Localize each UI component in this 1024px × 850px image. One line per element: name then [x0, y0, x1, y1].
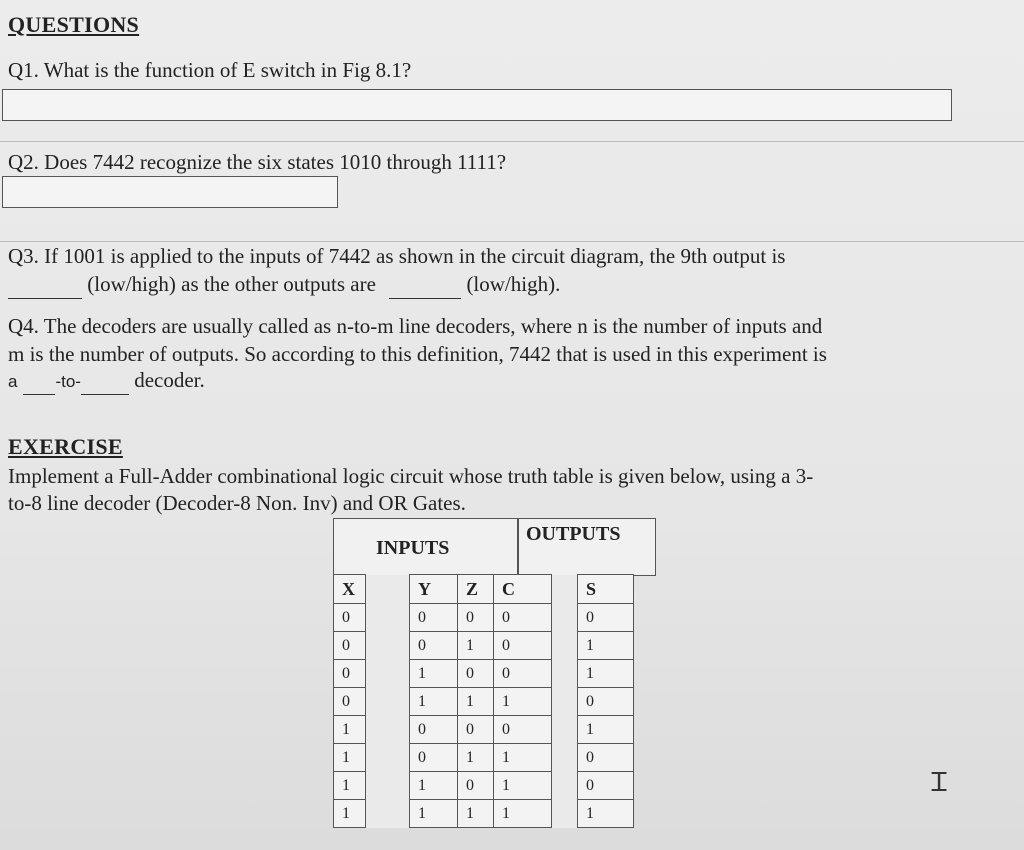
column-gap: [552, 688, 578, 716]
cell-z: 0: [458, 716, 494, 744]
column-gap: [366, 604, 410, 632]
cell-s: 1: [578, 800, 634, 828]
cell-x: 0: [334, 632, 366, 660]
cell-s: 1: [578, 660, 634, 688]
cell-c: C: [494, 575, 552, 604]
q3-text-part-2: (low/high).: [466, 272, 561, 296]
cell-x: 0: [334, 660, 366, 688]
cell-y: Y: [410, 575, 458, 604]
column-gap: [366, 744, 410, 772]
exercise-line-1: Implement a Full-Adder combinational logic circuit whose truth table is given below, using a 3-: [8, 464, 814, 488]
truth-table-header-row: [334, 575, 634, 604]
answer-field-q2[interactable]: [2, 176, 338, 208]
cell-x: X: [334, 575, 366, 604]
questions-heading: QUESTIONS: [8, 12, 140, 37]
cell-y: 1: [410, 660, 458, 688]
cell-c: 0: [494, 660, 552, 688]
cell-x: 1: [334, 800, 366, 828]
cell-s: 0: [578, 688, 634, 716]
cell-s: 0: [578, 604, 634, 632]
answer-field-q1[interactable]: [2, 89, 952, 121]
truth-table-grid: [333, 574, 634, 828]
question-1: Q1. What is the function of E switch in Fig 8.1?: [8, 58, 412, 82]
cell-s: 0: [578, 744, 634, 772]
cell-z: 1: [458, 688, 494, 716]
cell-s: 1: [578, 632, 634, 660]
table-row: [334, 800, 634, 828]
truth-table: [333, 518, 656, 832]
column-gap: [366, 632, 410, 660]
cell-c: 1: [494, 744, 552, 772]
blank-q3-a[interactable]: [8, 270, 82, 299]
cell-x: 1: [334, 716, 366, 744]
q3-text-part-1: (low/high) as the other outputs are: [87, 272, 376, 296]
cell-x: 0: [334, 688, 366, 716]
column-gap: [552, 604, 578, 632]
exercise-heading: EXERCISE: [8, 434, 123, 459]
cell-y: 0: [410, 744, 458, 772]
cell-c: 0: [494, 632, 552, 660]
inputs-label: INPUTS: [376, 537, 450, 559]
column-gap: [552, 800, 578, 828]
cell-c: 0: [494, 604, 552, 632]
cell-c: 1: [494, 772, 552, 800]
header-divider: [517, 519, 519, 575]
column-gap: [552, 772, 578, 800]
q4-to: -to-: [55, 372, 81, 391]
cell-z: 1: [458, 632, 494, 660]
cell-s: 1: [578, 716, 634, 744]
cell-y: 1: [410, 800, 458, 828]
blank-q4-m[interactable]: [81, 366, 129, 395]
outputs-label: OUTPUTS: [526, 523, 621, 545]
question-4-line-2: m is the number of outputs. So according to this definition, 7442 that is used in this experiment is: [8, 342, 827, 366]
column-gap: [366, 772, 410, 800]
cell-x: 1: [334, 744, 366, 772]
column-gap: [552, 716, 578, 744]
cell-z: 0: [458, 772, 494, 800]
column-gap: [366, 575, 410, 604]
q4-end: decoder.: [134, 368, 205, 392]
text-cursor-icon: Ꮖ: [931, 768, 949, 798]
divider: [0, 141, 1024, 142]
table-row: [334, 716, 634, 744]
table-row: [334, 660, 634, 688]
column-gap: [366, 688, 410, 716]
cell-z: Z: [458, 575, 494, 604]
cell-z: 0: [458, 604, 494, 632]
question-2: Q2. Does 7442 recognize the six states 1010 through 1111?: [8, 150, 507, 174]
column-gap: [366, 800, 410, 828]
cell-x: 0: [334, 604, 366, 632]
truth-table-header: [333, 518, 656, 576]
cell-z: 1: [458, 800, 494, 828]
cell-c: 1: [494, 800, 552, 828]
cell-c: 1: [494, 688, 552, 716]
exercise-line-2: to-8 line decoder (Decoder-8 Non. Inv) and OR Gates.: [8, 491, 466, 515]
column-gap: [552, 660, 578, 688]
cell-y: 0: [410, 716, 458, 744]
cell-s: 0: [578, 772, 634, 800]
cell-z: 1: [458, 744, 494, 772]
q4-a: a: [8, 372, 18, 391]
question-3-line-2: [8, 270, 560, 299]
cell-y: 0: [410, 604, 458, 632]
table-row: [334, 632, 634, 660]
table-row: [334, 744, 634, 772]
column-gap: [366, 660, 410, 688]
cell-y: 0: [410, 632, 458, 660]
question-3-line-1: Q3. If 1001 is applied to the inputs of 7442 as shown in the circuit diagram, the 9th output is: [8, 244, 786, 268]
question-4-line-3: [8, 366, 205, 396]
column-gap: [552, 744, 578, 772]
cell-y: 1: [410, 772, 458, 800]
cell-y: 1: [410, 688, 458, 716]
table-row: [334, 604, 634, 632]
column-gap: [366, 716, 410, 744]
question-4-line-1: Q4. The decoders are usually called as n-to-m line decoders, where n is the number of inputs and: [8, 314, 823, 338]
table-row: [334, 688, 634, 716]
blank-q3-b[interactable]: [389, 270, 461, 299]
blank-q4-n[interactable]: [23, 366, 55, 395]
table-row: [334, 772, 634, 800]
cell-x: 1: [334, 772, 366, 800]
cell-z: 0: [458, 660, 494, 688]
cell-c: 0: [494, 716, 552, 744]
cell-s: S: [578, 575, 634, 604]
column-gap: [552, 575, 578, 604]
column-gap: [552, 632, 578, 660]
